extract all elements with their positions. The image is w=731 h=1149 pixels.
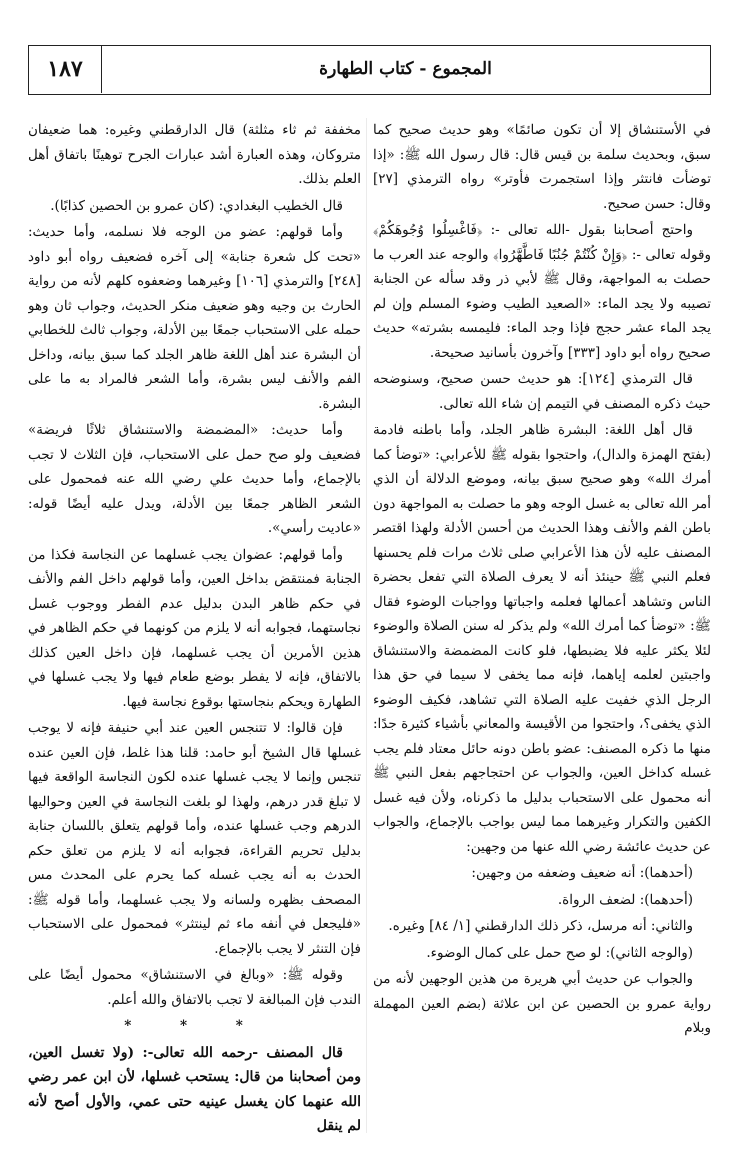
paragraph: قال الترمذي [١٢٤]: هو حديث حسن صحيح، وسنوضحه حيث ذكره المصنف في التيمم إن شاء الله تعالى.	[373, 371, 711, 412]
paragraph: (أحدهما): لضعف الرواة.	[557, 891, 693, 908]
paragraph: قال الخطيب البغدادي: (كان عمرو بن الحصين كذابًا).	[50, 197, 343, 214]
column-gutter	[366, 118, 367, 1133]
paragraph: وأما قولهم: عضوان يجب غسلهما عن النجاسة فكذا من الجنابة فمنتقض بداخل العين، وأما قولهم داخل الفم والأنف في حكم ظاهر البدن بدليل عدم الفطر ووجوب غسل نجاستهما، فجوابه أنه لا يلزم من كونهما في حكم الظاهر في هذين الأمرين أن يجب غسلهما، فإن داخل العين كذلك بالاتفاق، فإنه لا يفطر بوضع طعام فيها ولا يجب غسلها في الطهارة ويحكم بنجاستها بوقوع نجاسة فيها.	[28, 546, 361, 710]
matn-text: قال المصنف -رحمه الله تعالى-: (ولا تغسل العين، ومن أصحابنا من قال: يستحب غسلها، لأن ابن عمر رضي الله عنهما كان يغسل عينيه حتى عمي، والأول أصح لأنه لم ينقل	[28, 1044, 361, 1133]
page-number: ١٨٧	[47, 56, 83, 82]
paragraph: والجواب عن حديث أبي هريرة من هذين الوجهين لأنه من رواية عمرو بن الحصين عن ابن علاثة (بضم العين المهملة وبلام	[373, 971, 711, 1036]
section-separator: * * *	[124, 1018, 265, 1034]
page-header	[28, 45, 711, 95]
page-number-box	[29, 46, 102, 93]
paragraph: وأما قولهم: عضو من الوجه فلا نسلمه، وأما حديث: «تحت كل شعرة جنابة» إلى آخره فضعيف رواه أبو داود [٢٤٨] والترمذي [١٠٦] وغيرهما وضعفوه كلهم لأنه من رواية الحارث بن وجيه وهو ضعيف منكر الحديث، وجواب ثان وهو حمله على الاستحباب جمعًا بين الأدلة، وجواب ثالث للخطابي أن البشرة عند أهل اللغة ظاهر الجلد كما سبق بيانه، وداخل الفم والأنف ليس بشرة، وأما الشعر فالمراد به ما على البشرة.	[28, 224, 361, 412]
paragraph: وقوله ﷺ: «وبالغ في الاستنشاق» محمول أيضًا على الندب فإن المبالغة لا تجب بالاتفاق والله أعلم.	[28, 967, 361, 1008]
right-column	[373, 118, 711, 1133]
running-title: المجموع - كتاب الطهارة	[319, 59, 492, 79]
paragraph: (والوجه الثاني): لو صح حمل على كمال الوضوء.	[426, 944, 693, 961]
paragraph: واحتج أصحابنا بقول -الله تعالى -: ﴿فَاغْسِلُوا وُجُوهَكُمْ﴾ وقوله تعالى -: ﴿وَإِنْ كُنْتُمْ جُنُبًا فَاطَّهَّرُوا﴾ والوجه عند العرب ما حصلت به المواجهة، وقال ﷺ لأبي ذر وقد سأله عن الجنابة تصيبه ولا يجد الماء: «الصعيد الطيب وضوء المسلم وإن لم يجد الماء عشر حجج فإذا وجد الماء: فليمسه بشرته» حديث صحيح رواه أبو داود [٣٣٣] وآخرون بأسانيد صحيحة.	[373, 222, 711, 361]
paragraph: في الأستنشاق إلا أن تكون صائمًا» وهو حديث صحيح كما سبق، وبحديث سلمة بن قيس قال: قال رسول الله ﷺ: «إذا توضأت فانتثر وإذا استجمرت فأوتر» رواه الترمذي [٢٧] وقال: حسن صحيح.	[373, 122, 711, 212]
paragraph: فإن قالوا: لا تتنجس العين عند أبي حنيفة فإنه لا يوجب غسلها قال الشيخ أبو حامد: قلنا هذا غلط، فإن العين عنده تنجس وإنما لا يجب غسلها عنده لكون النجاسة الواقعة فيها لا تبلغ قدر درهم، ولهذا لو بلغت النجاسة في العين وحواليها الدرهم وجب غسلها عنده، وأما قولهم يتعلق باللسان جنابة بدليل تحريم القراءة، فجوابه أنه لا يلزم من تعلق حكم الحدث به أنه يجب غسله كما يحرم على المحدث مس المصحف بظهره ولسانه ولا يجب غسلهما، وأما قوله ﷺ: «فليجعل في أنفه ماء ثم لينتثر» فمحمول على الاستحباب فإن التنثر لا يجب بالإجماع.	[28, 720, 361, 957]
paragraph: (أحدهما): أنه ضعيف وضعفه من وجهين:	[471, 865, 693, 881]
paragraph: مخففة ثم ثاء مثلثة) قال الدارقطني وغيره: هما ضعيفان متروكان، وهذه العبارة أشد عبارات الجرح توهينًا باتفاق أهل العلم بذلك.	[28, 122, 361, 187]
paragraph: وأما حديث: «المضمضة والاستنشاق ثلاثًا فريضة» فضعيف ولو صح حمل على الاستحباب، فإن الثلاث لا تجب بالإجماع، وأما حديث علي رضي الله عنه فمحمول على الشعر الظاهر جمعًا بين الأدلة، ويدل عليه أيضًا قوله: «عاديت رأسي».	[28, 422, 361, 536]
left-column	[28, 118, 361, 1133]
paragraph: والثاني: أنه مرسل، ذكر ذلك الدارقطني [١/ ٨٤] وغيره.	[388, 918, 693, 934]
paragraph: قال أهل اللغة: البشرة ظاهر الجلد، وأما باطنه فادمة (بفتح الهمزة والدال)، واحتجوا بقوله ﷺ للأعرابي: «توضأ كما أمرك الله» وهو صحيح سبق بيانه، وموضع الدلالة أن الذي أمر الله تعالى به غسل الوجه وهو ما حصلت به المواجهة دون باطن الفم والأنف وهذا الحديث من أحسن الأدلة ولهذا اقتصر المصنف عليه لأن هذا الأعرابي صلى ثلاث مرات فلم يحسنها فعلم النبي ﷺ حينئذ أنه لا يعرف الصلاة التي تفعل بحضرة الناس وتشاهد أعمالها فعلمه واجباتها وواجبات الوضوء فقال ﷺ: «توضأ كما أمرك الله» ولم يذكر له سنن الصلاة والوضوء لئلا يكثر عليه فلا يضبطها، فلو كانت المضمضة والاستنشاق واجبتين لعلمه إياهما، فإنه مما يخفى لا سيما في حق هذا الرجل الذي خفيت عليه الصلاة التي تشاهد، فكيف الوضوء الذي يخفى؟، واحتجوا من الأقيسة والمعاني بأشياء كثيرة جدًا: منها ما ذكره المصنف: عضو باطن دونه حائل معتاد فلم يجب غسله كداخل العين، والجواب عن احتجاجهم بفعل النبي ﷺ أنه محمول على الاستحباب بدليل ما ذكرناه، ولأن فيه غسل الكفين والتكرار وغيرهما مما ليس بواجب بالإجماع، والجواب عن حديث عائشة رضي الله عنها من وجهين:	[373, 422, 711, 855]
